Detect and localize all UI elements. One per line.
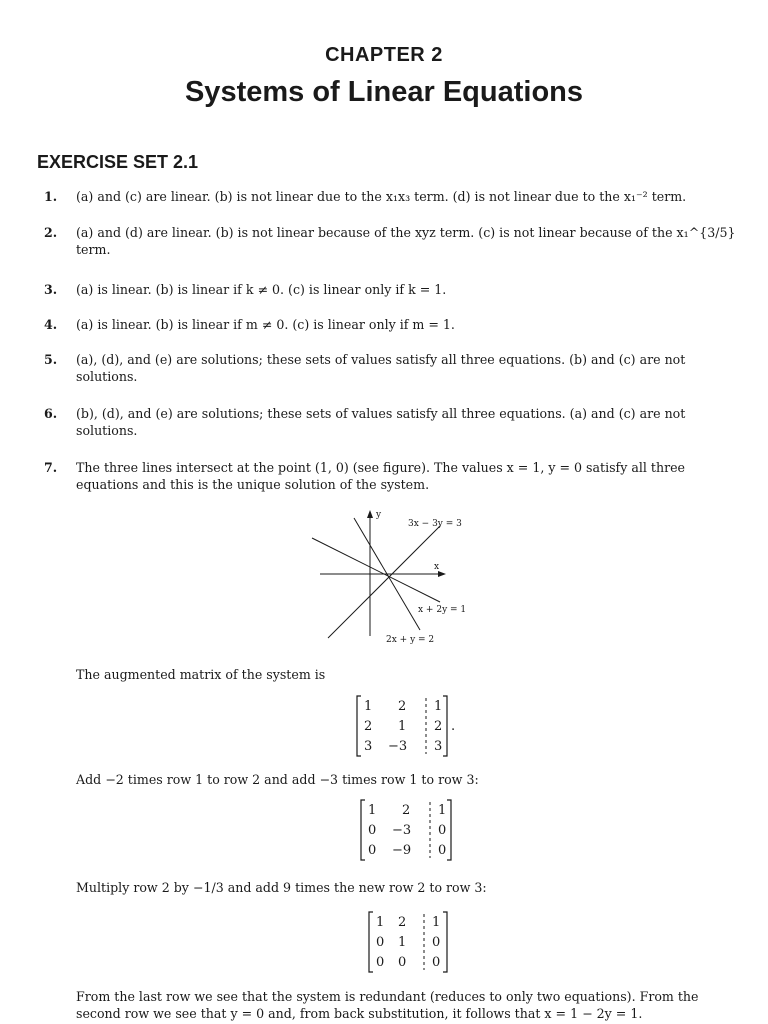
matrix-cell: 1: [364, 699, 373, 714]
line-label-1: 3x − 3y = 3: [408, 519, 462, 529]
x-axis-label: x: [434, 562, 440, 572]
matrix-cell: 2: [398, 915, 407, 930]
line-label-2: x + 2y = 1: [418, 605, 467, 615]
matrix-cell: 0: [398, 955, 407, 970]
left-bracket: [357, 696, 361, 756]
matrix-cell: 1: [376, 915, 385, 930]
exercise-set-heading: EXERCISE SET 2.1: [37, 152, 199, 172]
matrix-cell: 0: [376, 955, 385, 970]
matrix-cell: 1: [368, 803, 377, 818]
matrix-cell: 0: [438, 823, 447, 838]
step-1-text: Add −2 times row 1 to row 2 and add −3 times row 1 to row 3:: [76, 772, 479, 787]
item-number: 7.: [44, 460, 58, 475]
y-axis-arrow-icon: [367, 510, 373, 518]
matrix-cell: 2: [398, 699, 407, 714]
matrix-cell: 1: [438, 803, 447, 818]
line-3x-3y-3: [328, 526, 440, 638]
item-text: (a) is linear. (b) is linear if m ≠ 0. (c) is linear only if m = 1.: [76, 317, 455, 332]
item-text: (a), (d), and (e) are solutions; these sets of values satisfy all three equations. (b) and (c) are not solutions.: [76, 352, 686, 384]
augmented-intro: The augmented matrix of the system is: [76, 667, 326, 682]
conclusion-text: From the last row we see that the system is redundant (reduces to only two equations). From the second row we see that y = 0 and, from back substitution, it follows that x = 1 − 2y = 1.: [76, 989, 699, 1021]
lines-figure: [300, 508, 470, 652]
left-bracket: [361, 800, 365, 860]
matrix-cell: 1: [398, 719, 407, 734]
augmented-matrix-1: [356, 694, 476, 762]
matrix-cell: 3: [364, 739, 373, 754]
augmented-matrix-3: [368, 910, 468, 978]
matrix-period: .: [451, 719, 456, 734]
chapter-label: CHAPTER 2: [325, 44, 443, 66]
line-x-2y-1: [312, 538, 440, 602]
matrix-cell: 1: [432, 915, 441, 930]
x-axis-arrow-icon: [438, 571, 446, 577]
item-text: (b), (d), and (e) are solutions; these sets of values satisfy all three equations. (a) and (c) are not solutions.: [76, 406, 686, 438]
y-axis-label: y: [376, 510, 382, 520]
left-bracket: [369, 912, 373, 972]
right-bracket: [443, 696, 447, 756]
chapter-title: Systems of Linear Equations: [184, 76, 584, 108]
right-bracket: [443, 912, 447, 972]
matrix-cell: −9: [392, 843, 412, 858]
matrix-cell: 1: [434, 699, 443, 714]
matrix-cell: 1: [398, 935, 407, 950]
right-bracket: [447, 800, 451, 860]
item-text: The three lines intersect at the point (1, 0) (see figure). The values x = 1, y = 0 satisfy all three equations and this is the unique solution of the system.: [76, 460, 686, 492]
matrix-cell: 0: [368, 843, 377, 858]
matrix-cell: 2: [364, 719, 373, 734]
matrix-cell: 0: [432, 935, 441, 950]
item-text: (a) and (c) are linear. (b) is not linear due to the x₁x₃ term. (d) is not linear due to the x₁⁻² term.: [76, 189, 687, 204]
item-number: 3.: [44, 282, 58, 297]
matrix-cell: 0: [368, 823, 377, 838]
matrix-cell: 0: [376, 935, 385, 950]
item-number: 2.: [44, 225, 58, 240]
matrix-cell: 2: [434, 719, 443, 734]
item-number: 1.: [44, 189, 58, 204]
step-2-text: Multiply row 2 by −1/3 and add 9 times the new row 2 to row 3:: [76, 880, 487, 895]
item-text: (a) is linear. (b) is linear if k ≠ 0. (c) is linear only if k = 1.: [76, 282, 447, 297]
augmented-matrix-2: [360, 798, 480, 866]
matrix-cell: 0: [438, 843, 447, 858]
item-number: 5.: [44, 352, 58, 367]
matrix-cell: 3: [434, 739, 443, 754]
matrix-cell: −3: [388, 739, 408, 754]
matrix-cell: 0: [432, 955, 441, 970]
matrix-cell: −3: [392, 823, 412, 838]
item-number: 6.: [44, 406, 58, 421]
line-label-3: 2x + y = 2: [386, 635, 435, 645]
item-number: 4.: [44, 317, 58, 332]
item-text: (a) and (d) are linear. (b) is not linear because of the xyz term. (c) is not linear because of the x₁^{3/5} term.: [76, 225, 736, 257]
matrix-cell: 2: [402, 803, 411, 818]
